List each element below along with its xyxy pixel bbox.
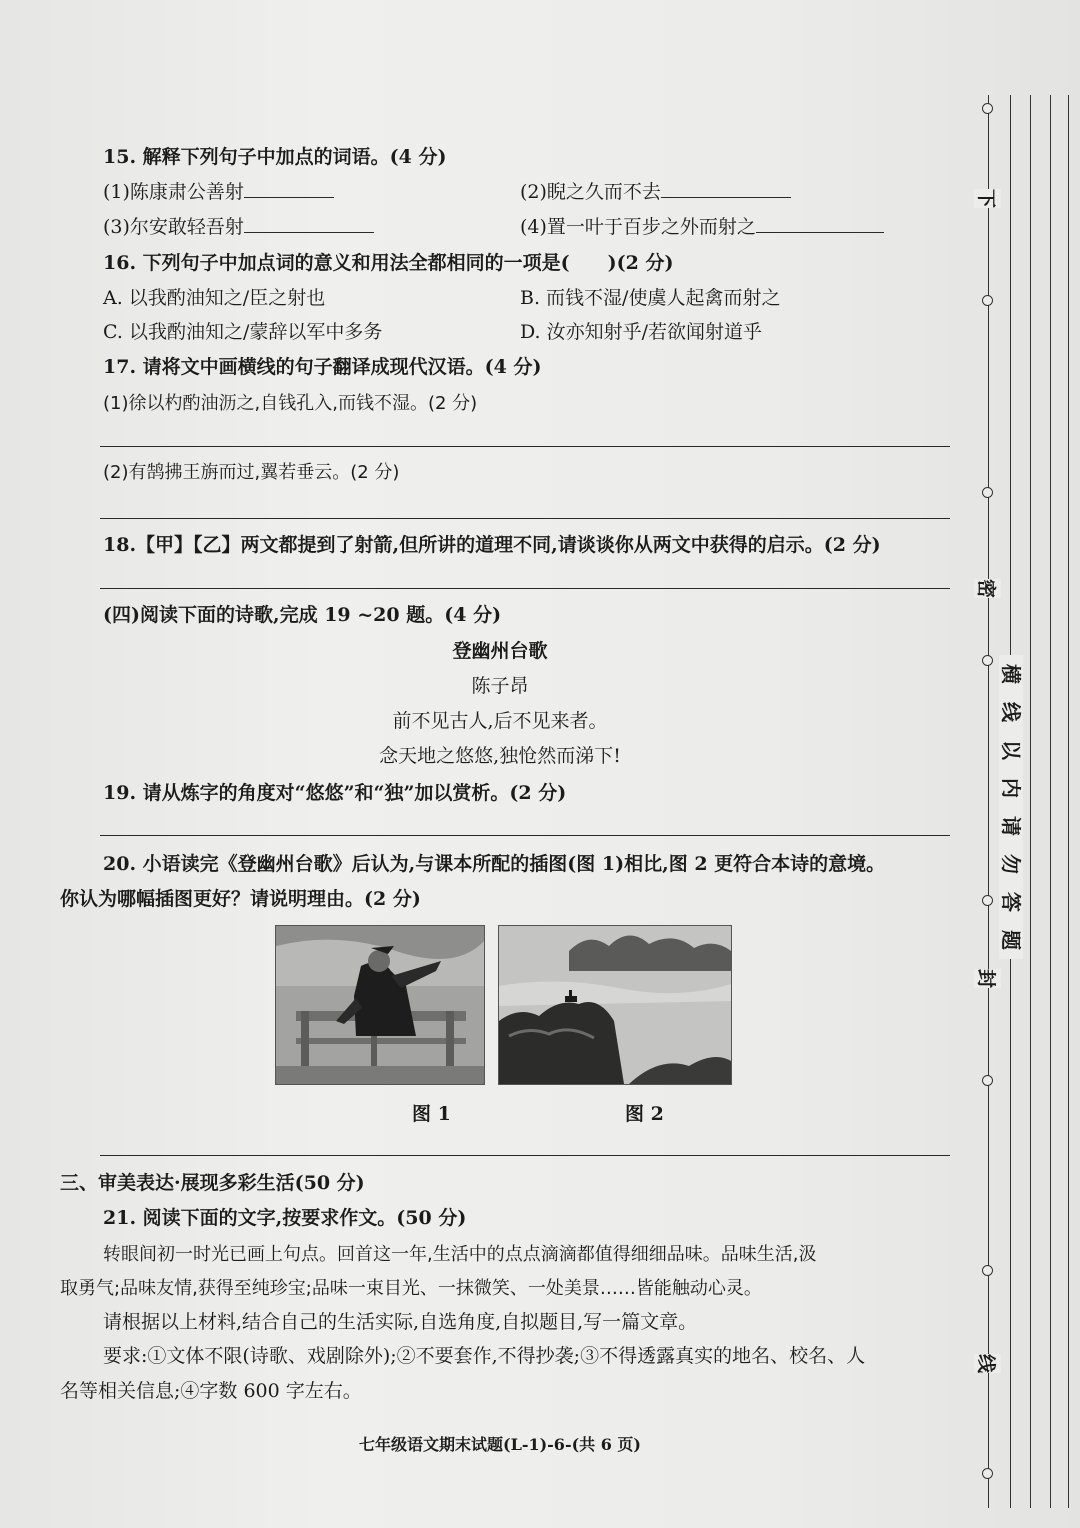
- figure-1-illustration: [276, 926, 484, 1084]
- q15-item-2: (2)睨之久而不去: [520, 177, 791, 204]
- poem-title: 登幽州台歌: [452, 640, 548, 662]
- answer-line-q17-1: [100, 446, 950, 447]
- margin-char-feng: 封: [974, 969, 1001, 988]
- q17-title: 17. 请将文中画横线的句子翻译成现代汉语。(4 分): [103, 356, 542, 378]
- q16-option-d: D. 汝亦知射乎/若欲闻射道乎: [520, 321, 763, 343]
- answer-line-q19: [100, 835, 950, 836]
- q16-title: 16. 下列句子中加点词的意义和用法全都相同的一项是( )(2 分): [103, 252, 674, 274]
- q21-requirement-2: 名等相关信息;④字数 600 字左右。: [60, 1380, 362, 1402]
- q17-item-2: (2)有鹄拂王旃而过,翼若垂云。(2 分): [103, 462, 400, 483]
- figure-1-image: [275, 925, 485, 1085]
- answer-line-q20: [100, 1155, 950, 1156]
- q18-title: 18.【甲】【乙】两文都提到了射箭,但所讲的道理不同,请谈谈你从两文中获得的启示。(2 分): [103, 534, 881, 556]
- q17-item-1: (1)徐以杓酌油沥之,自钱孔入,而钱不湿。(2 分): [103, 393, 478, 414]
- section4-title: (四)阅读下面的诗歌,完成 19 ~20 题。(4 分): [103, 604, 502, 626]
- q19-title: 19. 请从炼字的角度对“悠悠”和“独”加以赏析。(2 分): [103, 782, 567, 804]
- q15-item-3: (3)尔安敢轻吾射: [103, 212, 374, 239]
- margin-border-2: [1030, 95, 1031, 1508]
- margin-border-3: [1050, 95, 1051, 1508]
- section3-title: 三、审美表达·展现多彩生活(50 分): [60, 1172, 365, 1194]
- seal-circle: [982, 295, 993, 306]
- page-footer: 七年级语文期末试题(L-1)-6-(共 6 页): [359, 1435, 641, 1454]
- q20-line-1: 20. 小语读完《登幽州台歌》后认为,与课本所配的插图(图 1)相比,图 2 更符合本诗的意境。: [103, 853, 886, 875]
- q15-title: 15. 解释下列句子中加点的词语。(4 分): [103, 146, 447, 168]
- seal-circle: [982, 487, 993, 498]
- poem-line-1: 前不见古人,后不见来者。: [392, 710, 608, 732]
- q21-instruction: 请根据以上材料,结合自己的生活实际,自选角度,自拟题目,写一篇文章。: [103, 1311, 698, 1333]
- q16-option-b: B. 而钱不湿/使虞人起禽而射之: [520, 287, 781, 309]
- margin-border-4: [1068, 95, 1069, 1508]
- q21-material-line-2: 取勇气;品味友情,获得至纯珍宝;品味一束目光、一抹微笑、一处美景……皆能触动心灵。: [60, 1278, 762, 1299]
- margin-char-mi: 密: [974, 579, 1001, 598]
- q21-material-line-1: 转眼间初一时光已画上句点。回首这一年,生活中的点点滴滴都值得细细品味。品味生活,汲: [103, 1244, 817, 1265]
- q20-line-2: 你认为哪幅插图更好？请说明理由。(2 分): [60, 888, 421, 910]
- answer-line-q17-2: [100, 518, 950, 519]
- poem-author: 陈子昂: [471, 675, 529, 697]
- q16-option-a: A. 以我酌油知之/臣之射也: [103, 287, 326, 309]
- q15-item-4: (4)置一叶于百步之外而射之: [520, 212, 884, 239]
- figure-2-image: [498, 925, 732, 1085]
- figure-2-illustration: [499, 926, 731, 1084]
- q15-item-1: (1)陈康肃公善射: [103, 177, 334, 204]
- seal-circle: [982, 103, 993, 114]
- seal-circle: [982, 1075, 993, 1086]
- q16-option-c: C. 以我酌油知之/蒙辞以军中多务: [103, 321, 383, 343]
- figure-2-caption: 图 2: [625, 1103, 664, 1125]
- seal-circle: [982, 1265, 993, 1276]
- margin-char-xia: 下: [974, 189, 1001, 208]
- margin-char-xian: 线: [974, 1354, 1001, 1373]
- seal-line: [988, 95, 989, 1508]
- figure-1-caption: 图 1: [412, 1103, 451, 1125]
- q21-requirement-1: 要求:①文体不限(诗歌、戏剧除外);②不要套作,不得抄袭;③不得透露真实的地名、校名、人: [103, 1345, 866, 1367]
- answer-line-q18: [100, 588, 950, 589]
- seal-circle: [982, 1468, 993, 1479]
- poem-line-2: 念天地之悠悠,独怆然而涕下!: [379, 745, 621, 767]
- q21-title: 21. 阅读下面的文字,按要求作文。(50 分): [103, 1207, 467, 1229]
- margin-notice: 横 线 以 内 请 勿 答 题: [999, 655, 1023, 959]
